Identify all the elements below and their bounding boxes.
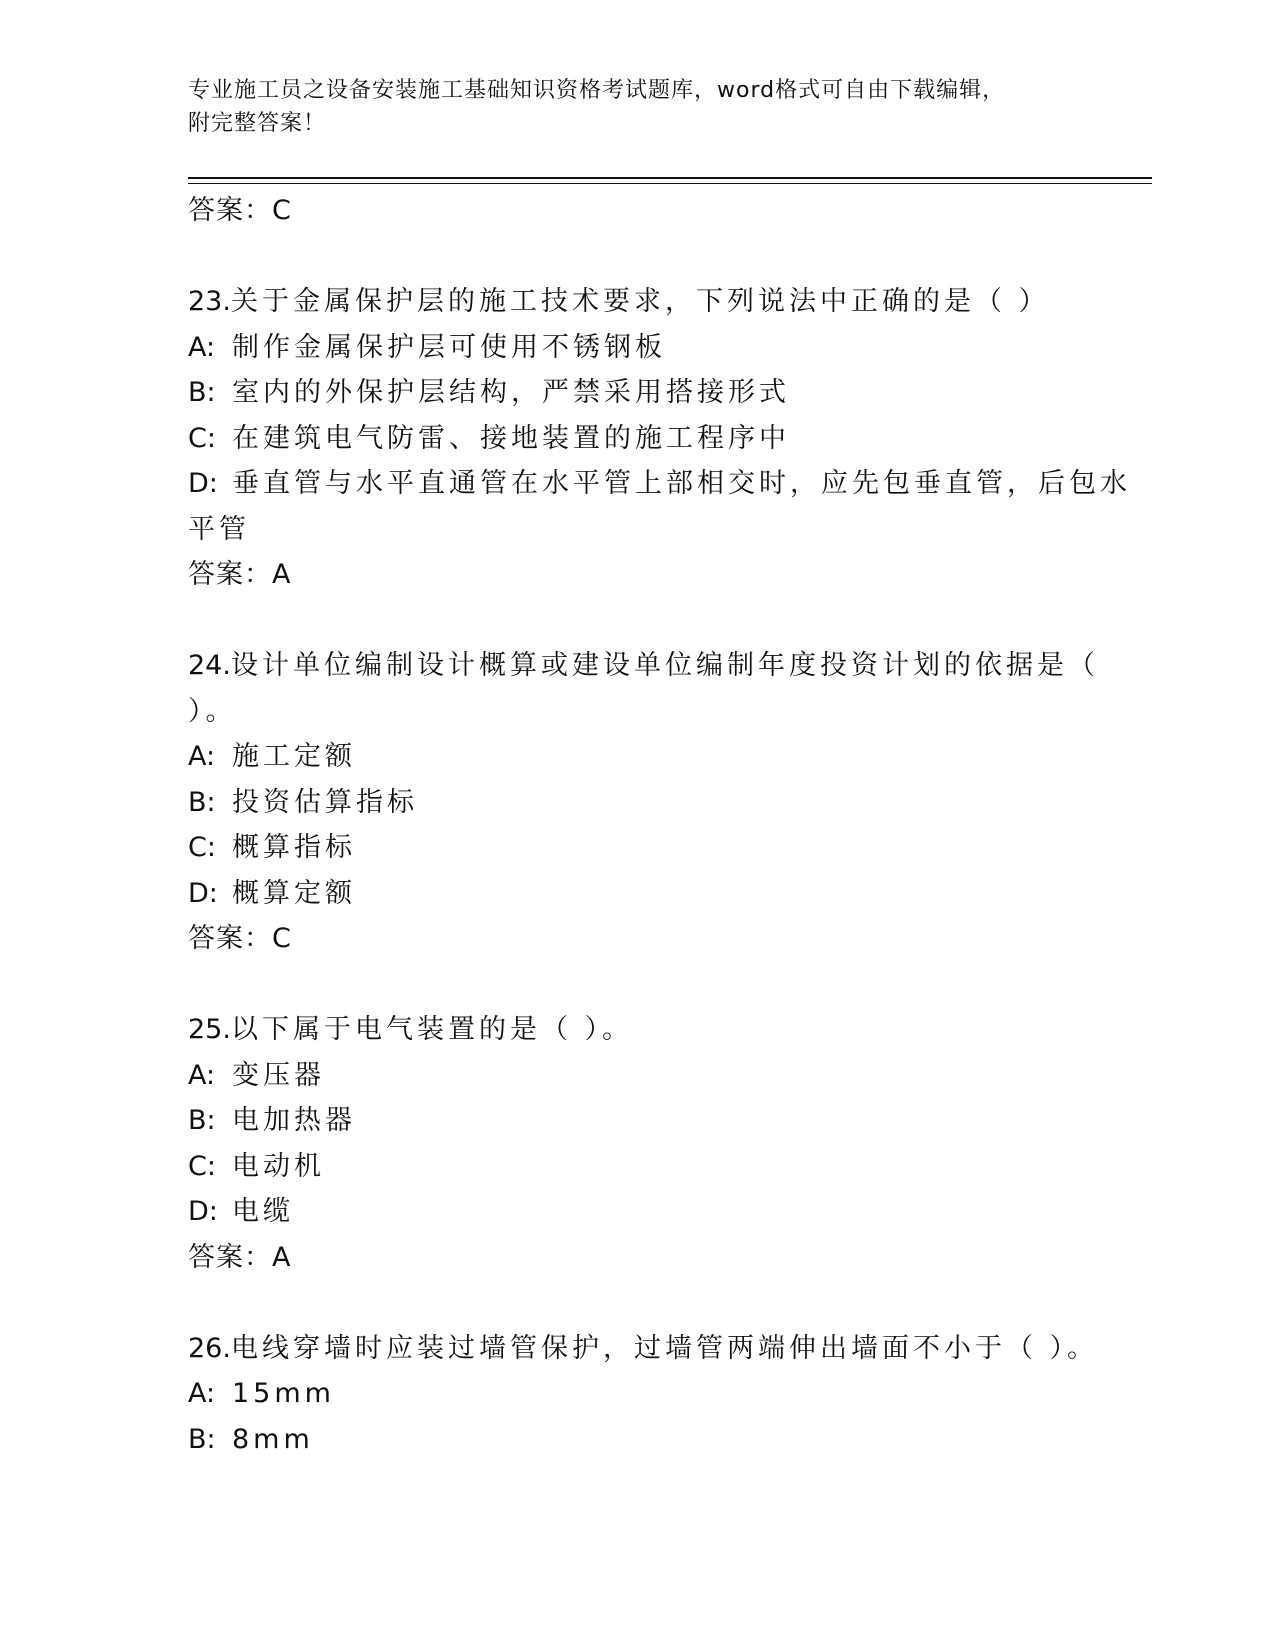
question-stem (188, 1007, 1088, 1053)
header-line-1: 专业施工员之设备安装施工基础知识资格考试题库，word格式可自由下载编辑， (188, 78, 1006, 103)
option-label: C: (188, 422, 216, 454)
option-label: D: (188, 877, 218, 909)
question-24 (188, 643, 1099, 962)
option-text: 电缆 (232, 1196, 294, 1227)
option-label: A: (188, 1059, 216, 1091)
option-text: 制作金属保护层可使用不锈钢板 (232, 331, 666, 363)
question-number: 26. (188, 1332, 231, 1364)
option-label: B: (188, 786, 216, 818)
option-d (188, 871, 1088, 917)
option-c (188, 825, 1088, 871)
option-label: D: (188, 1196, 218, 1227)
option-text: 室内的外保护层结构，严禁采用搭接形式 (232, 377, 790, 408)
option-text: 15mm (232, 1378, 335, 1409)
option-label: C: (188, 832, 216, 863)
option-text: 概算定额 (232, 877, 356, 909)
option-b (188, 1417, 1088, 1463)
option-b (188, 780, 1088, 826)
option-label: A: (188, 741, 216, 772)
option-d (188, 1189, 1088, 1235)
option-text: 变压器 (232, 1059, 325, 1091)
option-label: B: (188, 377, 216, 408)
option-a (188, 1371, 1088, 1417)
question-stem (188, 1326, 1099, 1372)
answer-q22: 答案：C (188, 195, 292, 226)
question-23 (188, 279, 1131, 598)
spacer (188, 1280, 1088, 1326)
answer: 答案：A (188, 1241, 292, 1273)
option-a (188, 1053, 1088, 1099)
option-b (188, 1098, 1088, 1144)
option-d (188, 461, 1131, 507)
option-text: 电动机 (232, 1150, 325, 1182)
option-text: 垂直管与水平直通管在水平管上部相交时，应先包垂直管，后包水 (232, 468, 1131, 499)
question-number: 25. (188, 1014, 231, 1045)
header-line-2: 附完整答案！ (188, 111, 327, 136)
spacer (188, 598, 1088, 644)
option-label: B: (188, 1105, 216, 1136)
question-text: 关于金属保护层的施工技术要求，下列说法中正确的是（ ） (230, 286, 1050, 317)
question-25 (188, 1007, 1088, 1280)
option-text: 投资估算指标 (232, 786, 418, 818)
header-rule-thick (188, 177, 1152, 179)
option-label: A: (188, 1378, 216, 1409)
option-label: C: (188, 1150, 216, 1182)
header-rule-thin (188, 183, 1152, 184)
option-a (188, 734, 1088, 780)
page-header (188, 74, 1088, 140)
option-label: B: (188, 1423, 216, 1455)
option-label: D: (188, 468, 218, 499)
option-d-continuation: 平管 (188, 513, 250, 545)
question-stem (188, 279, 1088, 325)
question-number: 24. (188, 650, 231, 681)
question-text: 设计单位编制设计概算或建设单位编制年度投资计划的依据是（ (230, 650, 1099, 681)
option-text: 施工定额 (232, 741, 356, 772)
option-text: 电加热器 (232, 1105, 356, 1136)
spacer (188, 962, 1088, 1008)
option-a (188, 325, 1088, 371)
question-stem (188, 643, 1099, 689)
answer: 答案：A (188, 559, 292, 590)
answer: 答案：C (188, 923, 292, 954)
question-list (188, 188, 1131, 1462)
option-text: 在建筑电气防雷、接地装置的施工程序中 (232, 422, 790, 454)
option-text: 概算指标 (232, 832, 356, 863)
option-text: 8mm (232, 1423, 314, 1455)
question-stem-continuation: ）。 (188, 695, 237, 727)
question-text: 以下属于电气装置的是（ ）。 (230, 1014, 634, 1045)
question-text: 电线穿墙时应装过墙管保护，过墙管两端伸出墙面不小于（ ）。 (230, 1332, 1099, 1364)
question-26 (188, 1326, 1099, 1463)
question-number: 23. (188, 286, 231, 317)
option-b (188, 370, 1088, 416)
option-c (188, 1144, 1088, 1190)
spacer (188, 234, 1088, 280)
option-c (188, 416, 1088, 462)
option-label: A: (188, 331, 216, 363)
